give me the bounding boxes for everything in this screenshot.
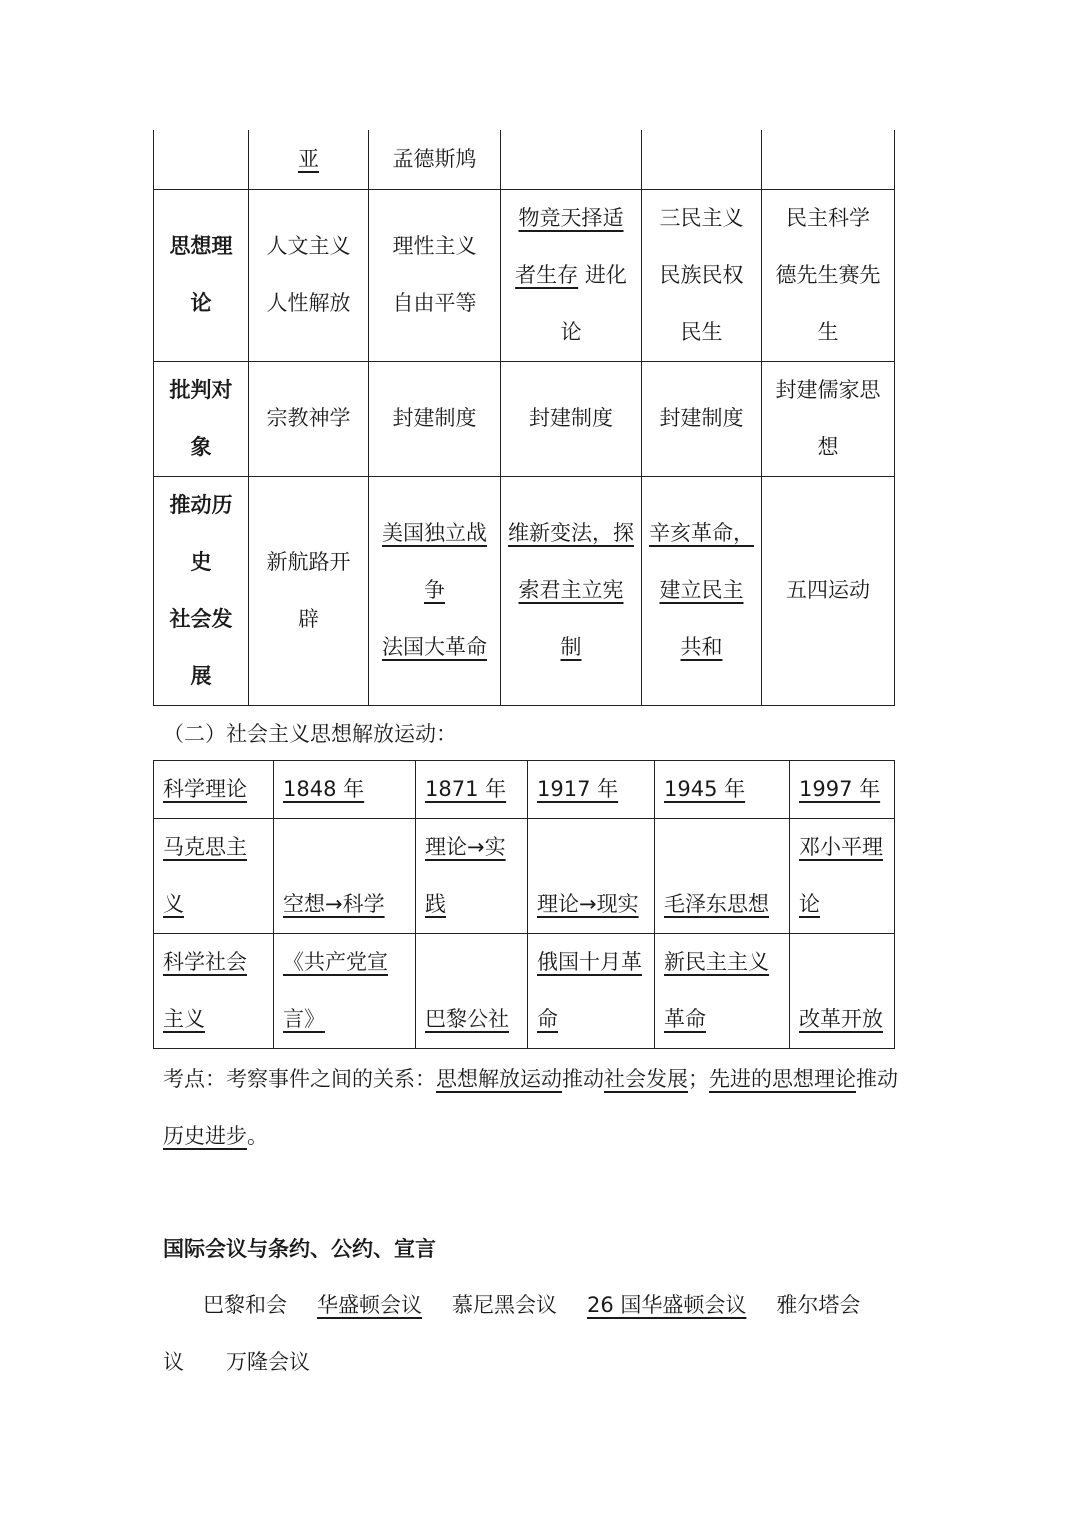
table-cell: 五四运动	[762, 476, 895, 705]
conference-list-line-2: 议 万隆会议	[163, 1350, 310, 1374]
exam-point-line-1: 考点：考察事件之间的关系：思想解放运动推动社会发展；先进的思想理论推动	[163, 1067, 898, 1091]
conference-list-line-1: 巴黎和会 华盛顿会议 慕尼黑会议 26 国华盛顿会议 雅尔塔会	[203, 1293, 861, 1317]
table-cell: 民主科学 德先生赛先 生	[762, 189, 895, 361]
table-cell: 宗教神学	[249, 361, 369, 476]
table-row	[154, 934, 895, 1049]
table-cell: 美国独立战 争 法国大革命	[369, 476, 501, 705]
table-cell: 邓小平理 论	[790, 819, 895, 934]
table-cell: 科学理论	[154, 761, 274, 819]
section-heading: 国际会议与条约、公约、宣言	[163, 1237, 436, 1261]
table-row	[154, 189, 895, 361]
table-row	[154, 819, 895, 934]
row-header-thought: 思想理 论	[154, 189, 249, 361]
section-subtitle: （二）社会主义思想解放运动：	[163, 722, 457, 746]
table-cell: 人文主义 人性解放	[249, 189, 369, 361]
table-cell	[501, 130, 642, 189]
table-cell: 封建制度	[369, 361, 501, 476]
table-cell: 改革开放	[790, 934, 895, 1049]
table-row	[154, 130, 895, 189]
table-cell	[762, 130, 895, 189]
table-cell: 1917 年	[528, 761, 655, 819]
table-cell: 空想→科学	[274, 819, 416, 934]
table-cell: 理论→实 践	[416, 819, 528, 934]
row-header-impact: 推动历 史 社会发 展	[154, 476, 249, 705]
table-cell: 1871 年	[416, 761, 528, 819]
table-row	[154, 761, 895, 819]
table-cell: 辛亥革命， 建立民主 共和	[642, 476, 762, 705]
socialist-thought-table	[153, 760, 895, 1049]
table-cell: 封建儒家思 想	[762, 361, 895, 476]
table-cell: 孟德斯鸠	[369, 130, 501, 189]
table-cell	[642, 130, 762, 189]
table-cell: 封建制度	[501, 361, 642, 476]
table-cell: 1945 年	[655, 761, 790, 819]
table-cell: 1997 年	[790, 761, 895, 819]
table-cell: 巴黎公社	[416, 934, 528, 1049]
table-cell: 科学社会 主义	[154, 934, 274, 1049]
table-cell: 新民主主义 革命	[655, 934, 790, 1049]
table-row	[154, 476, 895, 705]
table-cell: 亚	[249, 130, 369, 189]
table-cell: 封建制度	[642, 361, 762, 476]
exam-point-line-2: 历史进步。	[163, 1124, 268, 1148]
table-cell: 理论→现实	[528, 819, 655, 934]
table-cell: 维新变法，探 索君主立宪 制	[501, 476, 642, 705]
table-row	[154, 361, 895, 476]
table-cell: 新航路开 辟	[249, 476, 369, 705]
table-cell	[154, 130, 249, 189]
table-cell: 三民主义 民族民权 民生	[642, 189, 762, 361]
row-header-critique: 批判对 象	[154, 361, 249, 476]
table-cell: 俄国十月革 命	[528, 934, 655, 1049]
table-cell: 《共产党宣 言》	[274, 934, 416, 1049]
table-cell: 理性主义 自由平等	[369, 189, 501, 361]
table-cell: 马克思主 义	[154, 819, 274, 934]
table-cell: 1848 年	[274, 761, 416, 819]
thought-comparison-table	[153, 130, 895, 706]
table-cell: 毛泽东思想	[655, 819, 790, 934]
table-cell: 物竞天择适 者生存 进化 论	[501, 189, 642, 361]
